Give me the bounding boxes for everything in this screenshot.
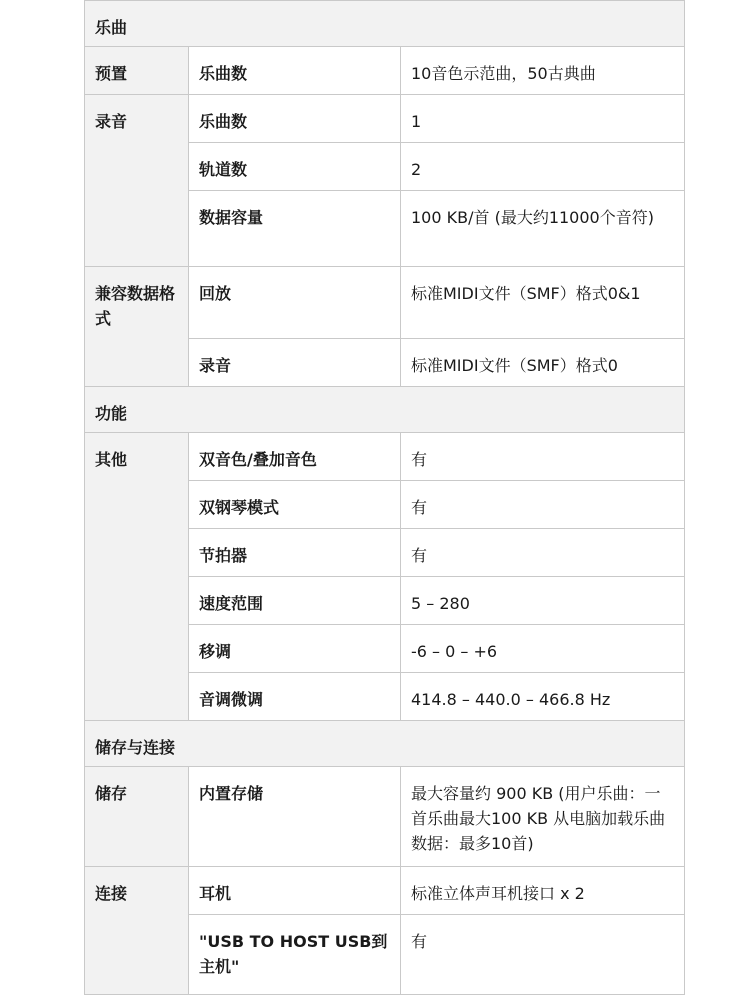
table-row bbox=[85, 433, 685, 481]
table-row bbox=[85, 47, 685, 95]
feature-cell: 音调微调 bbox=[189, 673, 401, 721]
section-row-storage bbox=[85, 721, 685, 767]
value-cell: 10音色示范曲，50古典曲 bbox=[401, 47, 685, 95]
value-cell: -6 – 0 – +6 bbox=[401, 625, 685, 673]
value-cell: 标准立体声耳机接口 x 2 bbox=[401, 867, 685, 915]
spec-table bbox=[84, 0, 685, 995]
value-cell: 有 bbox=[401, 915, 685, 995]
feature-cell: 双钢琴模式 bbox=[189, 481, 401, 529]
value-cell: 标准MIDI文件（SMF）格式0&1 bbox=[401, 267, 685, 339]
value-cell: 有 bbox=[401, 481, 685, 529]
section-header: 储存与连接 bbox=[85, 721, 685, 767]
category-cell: 连接 bbox=[85, 867, 189, 995]
feature-cell: 双音色/叠加音色 bbox=[189, 433, 401, 481]
feature-cell: 内置存储 bbox=[189, 767, 401, 867]
table-row bbox=[85, 867, 685, 915]
table-row bbox=[85, 767, 685, 867]
section-header: 功能 bbox=[85, 387, 685, 433]
value-cell: 有 bbox=[401, 433, 685, 481]
section-row-songs bbox=[85, 1, 685, 47]
section-row-functions bbox=[85, 387, 685, 433]
feature-cell: 轨道数 bbox=[189, 143, 401, 191]
feature-cell: 回放 bbox=[189, 267, 401, 339]
feature-cell: 录音 bbox=[189, 339, 401, 387]
value-cell: 414.8 – 440.0 – 466.8 Hz bbox=[401, 673, 685, 721]
feature-cell: "USB TO HOST USB到主机" bbox=[189, 915, 401, 995]
value-cell: 标准MIDI文件（SMF）格式0 bbox=[401, 339, 685, 387]
feature-cell: 移调 bbox=[189, 625, 401, 673]
table-row bbox=[85, 267, 685, 339]
feature-cell: 乐曲数 bbox=[189, 47, 401, 95]
value-cell: 最大容量约 900 KB (用户乐曲：一首乐曲最大100 KB 从电脑加载乐曲数据：最多10首) bbox=[401, 767, 685, 867]
category-cell: 兼容数据格式 bbox=[85, 267, 189, 387]
table-row bbox=[85, 95, 685, 143]
value-cell: 1 bbox=[401, 95, 685, 143]
feature-cell: 乐曲数 bbox=[189, 95, 401, 143]
value-cell: 有 bbox=[401, 529, 685, 577]
category-cell: 其他 bbox=[85, 433, 189, 721]
feature-cell: 节拍器 bbox=[189, 529, 401, 577]
value-cell: 2 bbox=[401, 143, 685, 191]
value-cell: 100 KB/首 (最大约11000个音符) bbox=[401, 191, 685, 267]
category-cell: 录音 bbox=[85, 95, 189, 267]
feature-cell: 数据容量 bbox=[189, 191, 401, 267]
category-cell: 储存 bbox=[85, 767, 189, 867]
section-header: 乐曲 bbox=[85, 1, 685, 47]
feature-cell: 速度范围 bbox=[189, 577, 401, 625]
feature-cell: 耳机 bbox=[189, 867, 401, 915]
value-cell: 5 – 280 bbox=[401, 577, 685, 625]
category-cell: 预置 bbox=[85, 47, 189, 95]
